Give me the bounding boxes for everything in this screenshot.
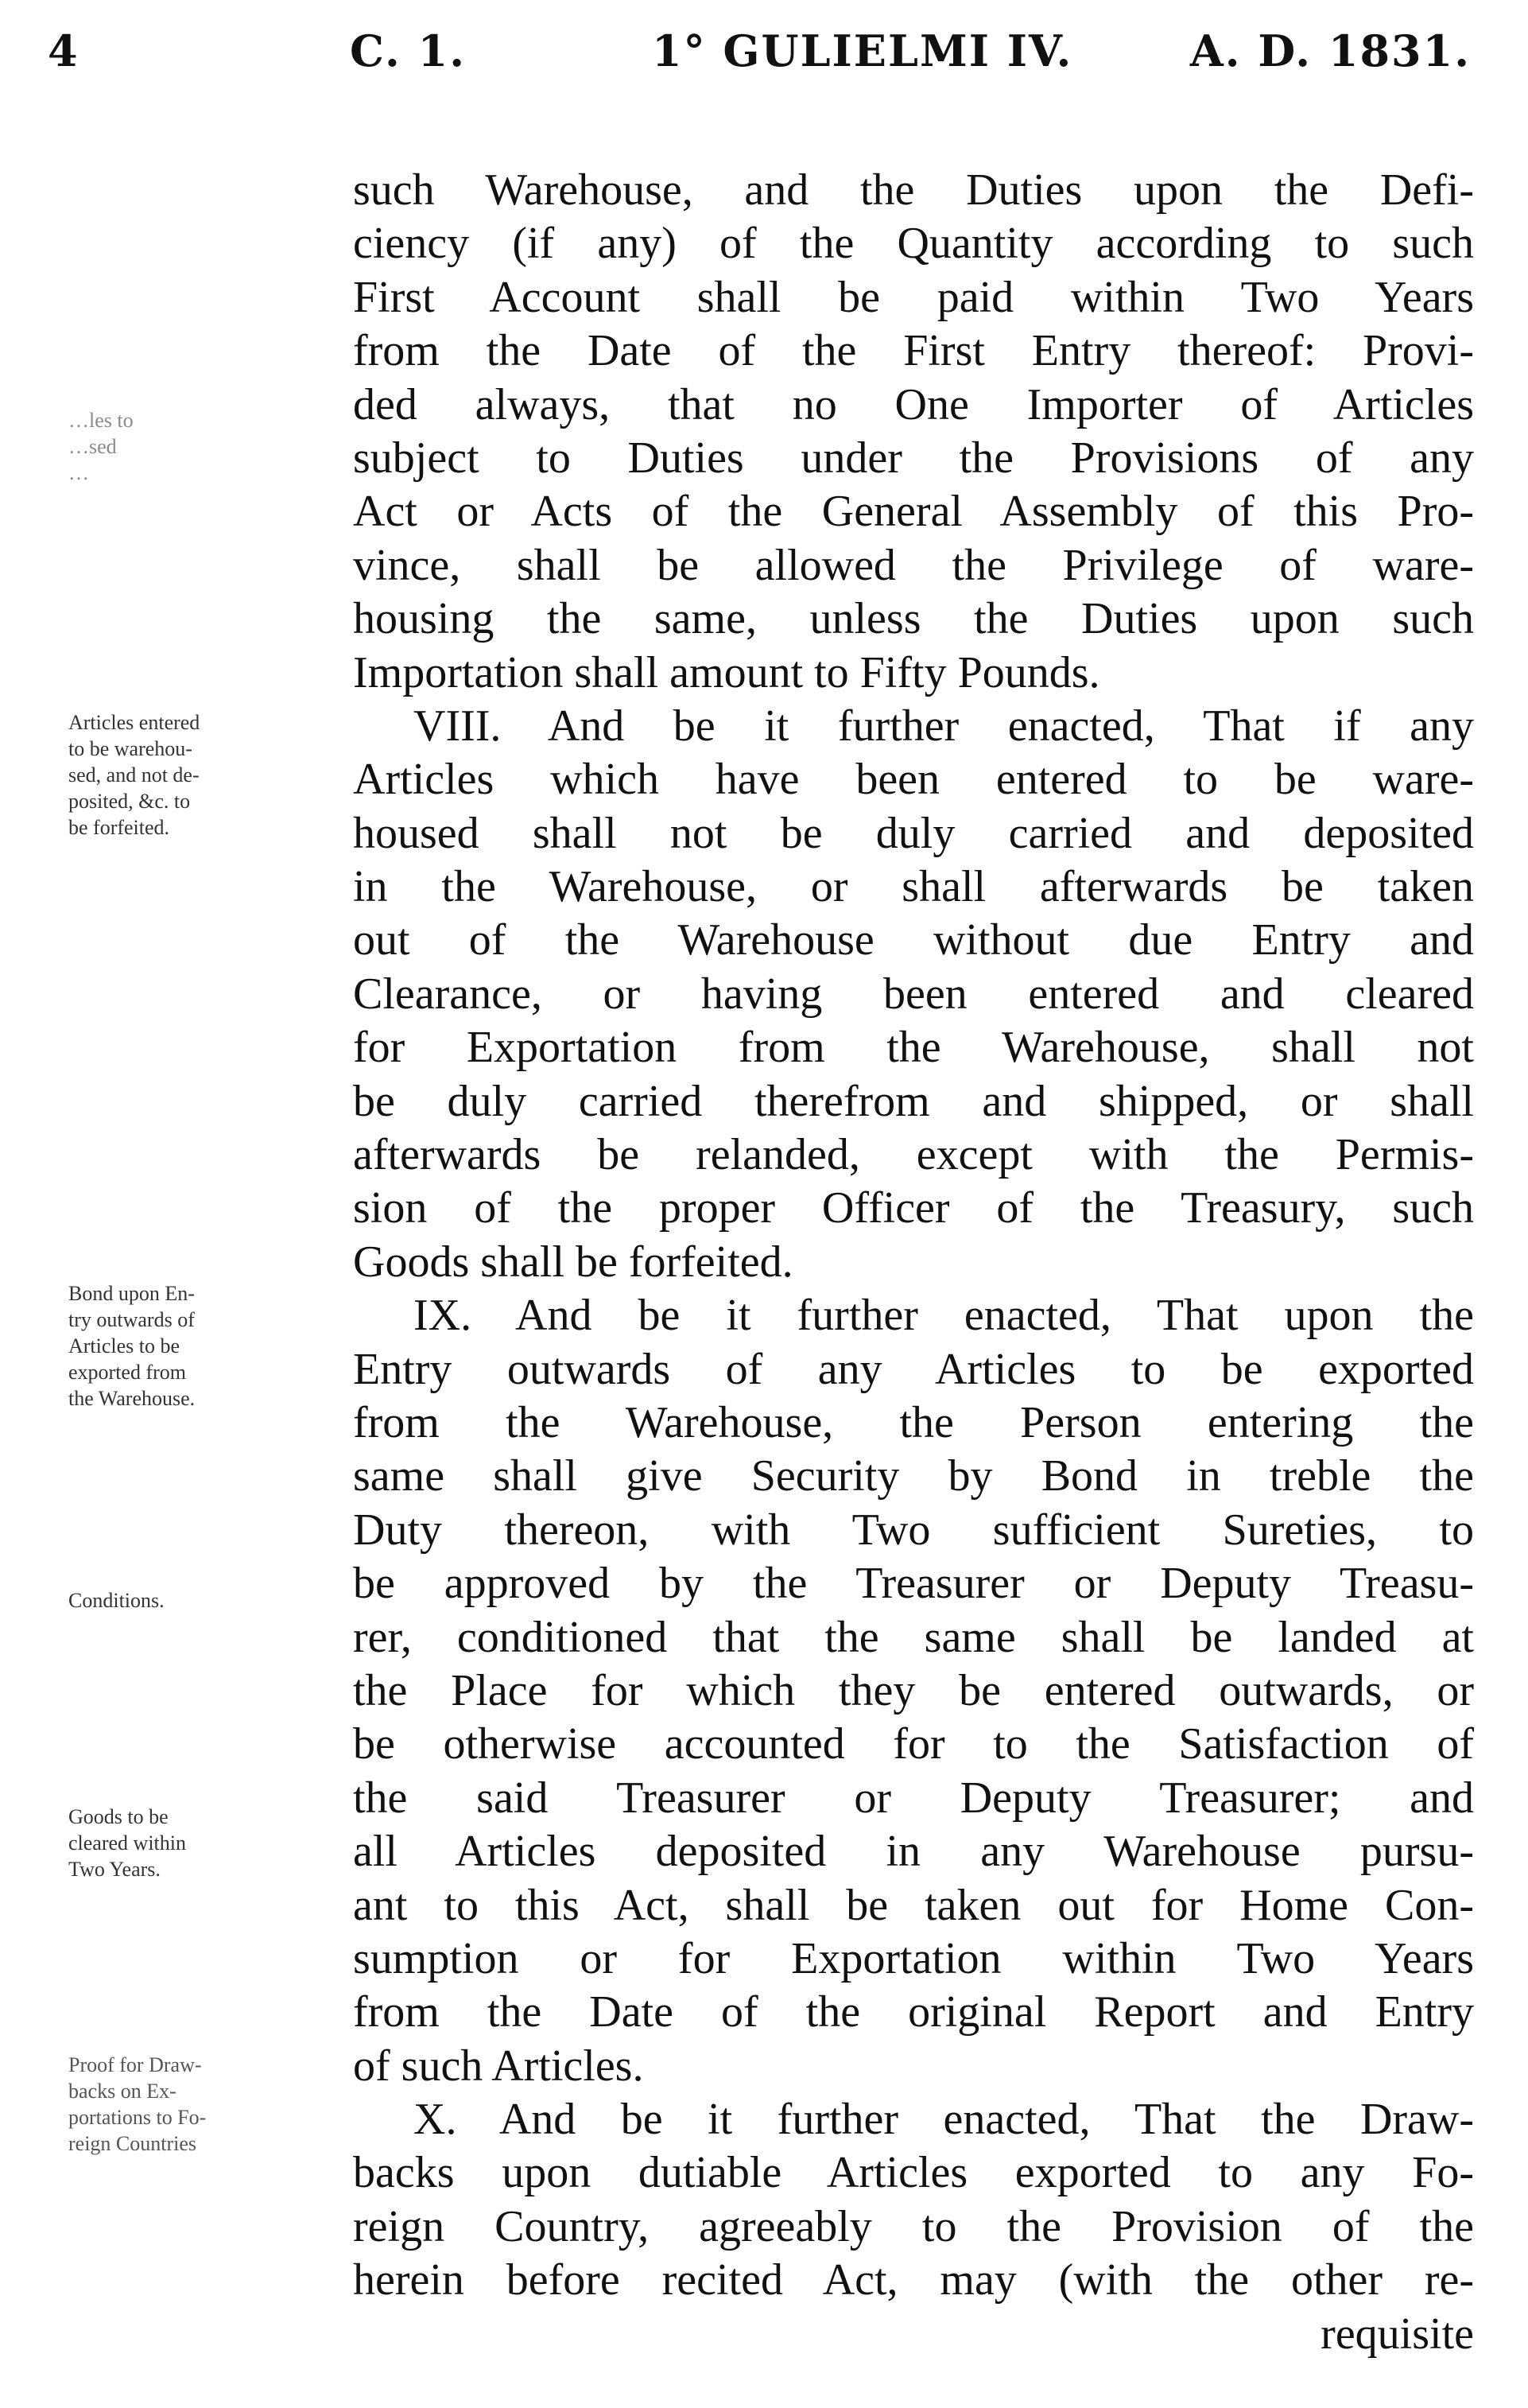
margin-note-goods-cleared xyxy=(68,1804,331,1882)
text-line: ant to this Act, shall be taken out for Home Con- xyxy=(353,1880,1474,1930)
margin-note-line: Articles to be xyxy=(68,1334,180,1357)
margin-note-line: Goods to be xyxy=(68,1805,169,1828)
margin-note-line: reign Countries xyxy=(68,2132,197,2155)
text-line: housing the same, unless the Duties upon such xyxy=(353,594,1474,644)
margin-note-line: Two Years. xyxy=(68,1858,161,1881)
text-line: Act or Acts of the General Assembly of this Pro- xyxy=(353,487,1474,537)
margin-note-line: sed, and not de- xyxy=(68,763,200,786)
text-line: Importation shall amount to Fifty Pounds. xyxy=(353,647,1100,697)
text-line: subject to Duties under the Provisions of any xyxy=(353,433,1474,483)
text-line: of such Articles. xyxy=(353,2041,644,2091)
main-text-column xyxy=(353,164,1474,2361)
text-line: be otherwise accounted for to the Satisfaction of xyxy=(353,1719,1474,1769)
text-line: be approved by the Treasurer or Deputy Treasu- xyxy=(353,1559,1474,1609)
margin-note-line: … xyxy=(68,461,89,484)
margin-note-line: backs on Ex- xyxy=(68,2080,176,2103)
text-line: from the Warehouse, the Person entering the xyxy=(353,1397,1474,1447)
text-line: Goods shall be forfeited. xyxy=(353,1237,793,1287)
text-line: afterwards be relanded, except with the Permis- xyxy=(353,1130,1474,1180)
margin-note-line: portations to Fo- xyxy=(68,2106,207,2129)
text-line: for Exportation from the Warehouse, shall not xyxy=(353,1023,1474,1073)
text-line: ciency (if any) of the Quantity according to such xyxy=(353,219,1474,269)
margin-note-line: exported from xyxy=(68,1361,187,1384)
text-line: the Place for which they be entered outwards, or xyxy=(353,1665,1474,1715)
margin-note-articles-unclear xyxy=(68,407,331,486)
text-line: Articles which have been entered to be ware- xyxy=(353,755,1474,805)
text-line: housed shall not be duly carried and deposited xyxy=(353,808,1474,858)
text-line: the said Treasurer or Deputy Treasurer; and xyxy=(353,1773,1474,1823)
text-line: vince, shall be allowed the Privilege of ware- xyxy=(353,540,1474,590)
margin-note-line: Articles entered xyxy=(68,711,200,734)
running-header xyxy=(48,25,1471,97)
text-line: First Account shall be paid within Two Years xyxy=(353,272,1474,322)
text-line: herein before recited Act, may (with the other re- xyxy=(353,2255,1474,2305)
margin-note-line: to be warehou- xyxy=(68,737,192,760)
text-line: Clearance, or having been entered and cleared xyxy=(353,969,1474,1019)
margin-note-conditions xyxy=(68,1587,331,1614)
text-line: same shall give Security by Bond in treble the xyxy=(353,1451,1474,1501)
text-line: from the Date of the First Entry thereof: Provi- xyxy=(353,326,1474,376)
text-line: Duty thereon, with Two sufficient Sureties, to xyxy=(353,1505,1474,1555)
regnal-title: 1° GULIELMI IV. xyxy=(652,25,1073,76)
chapter-number: C. 1. xyxy=(350,25,467,76)
margin-note-line: be forfeited. xyxy=(68,816,170,839)
margin-note-bond-upon-entry xyxy=(68,1280,331,1412)
margin-note-line: …sed xyxy=(68,435,117,458)
year-of-act: A. D. 1831. xyxy=(1189,25,1471,76)
text-line: rer, conditioned that the same shall be landed at xyxy=(353,1612,1474,1662)
margin-note-line: try outwards of xyxy=(68,1308,195,1331)
margin-note-line: the Warehouse. xyxy=(68,1387,196,1410)
text-line: ded always, that no One Importer of Articles xyxy=(353,379,1474,429)
text-line: in the Warehouse, or shall afterwards be taken xyxy=(353,862,1474,912)
section-viii-start: VIII. And be it further enacted, That if any xyxy=(413,701,1474,751)
text-line: such Warehouse, and the Duties upon the Defi- xyxy=(353,165,1474,215)
text-line: Entry outwards of any Articles to be exported xyxy=(353,1344,1474,1394)
margin-note-drawbacks xyxy=(68,2052,331,2157)
margin-note-line: posited, &c. to xyxy=(68,790,191,813)
margin-note-line: Proof for Draw- xyxy=(68,2053,202,2076)
margin-note-line: Conditions. xyxy=(68,1589,165,1612)
text-line: out of the Warehouse without due Entry and xyxy=(353,915,1474,965)
text-line: from the Date of the original Report and Entry xyxy=(353,1987,1474,2037)
text-line: backs upon dutiable Articles exported to any Fo- xyxy=(353,2148,1474,2198)
section-x-start: X. And be it further enacted, That the Draw- xyxy=(413,2095,1474,2145)
catchword: requisite xyxy=(1321,2309,1474,2359)
page-number: 4 xyxy=(48,25,80,76)
text-line: all Articles deposited in any Warehouse pursu- xyxy=(353,1827,1474,1877)
margin-note-line: Bond upon En- xyxy=(68,1282,195,1305)
text-line: sumption or for Exportation within Two Years xyxy=(353,1933,1474,1983)
text-line: be duly carried therefrom and shipped, or shall xyxy=(353,1076,1474,1126)
text-line: sion of the proper Officer of the Treasury, such xyxy=(353,1183,1474,1233)
margin-note-articles-forfeited xyxy=(68,709,331,841)
margin-note-line: cleared within xyxy=(68,1831,186,1855)
text-line: reign Country, agreeably to the Provision of the xyxy=(353,2201,1474,2251)
section-ix-start: IX. And be it further enacted, That upon the xyxy=(413,1291,1474,1341)
margin-note-line: …les to xyxy=(68,409,134,432)
